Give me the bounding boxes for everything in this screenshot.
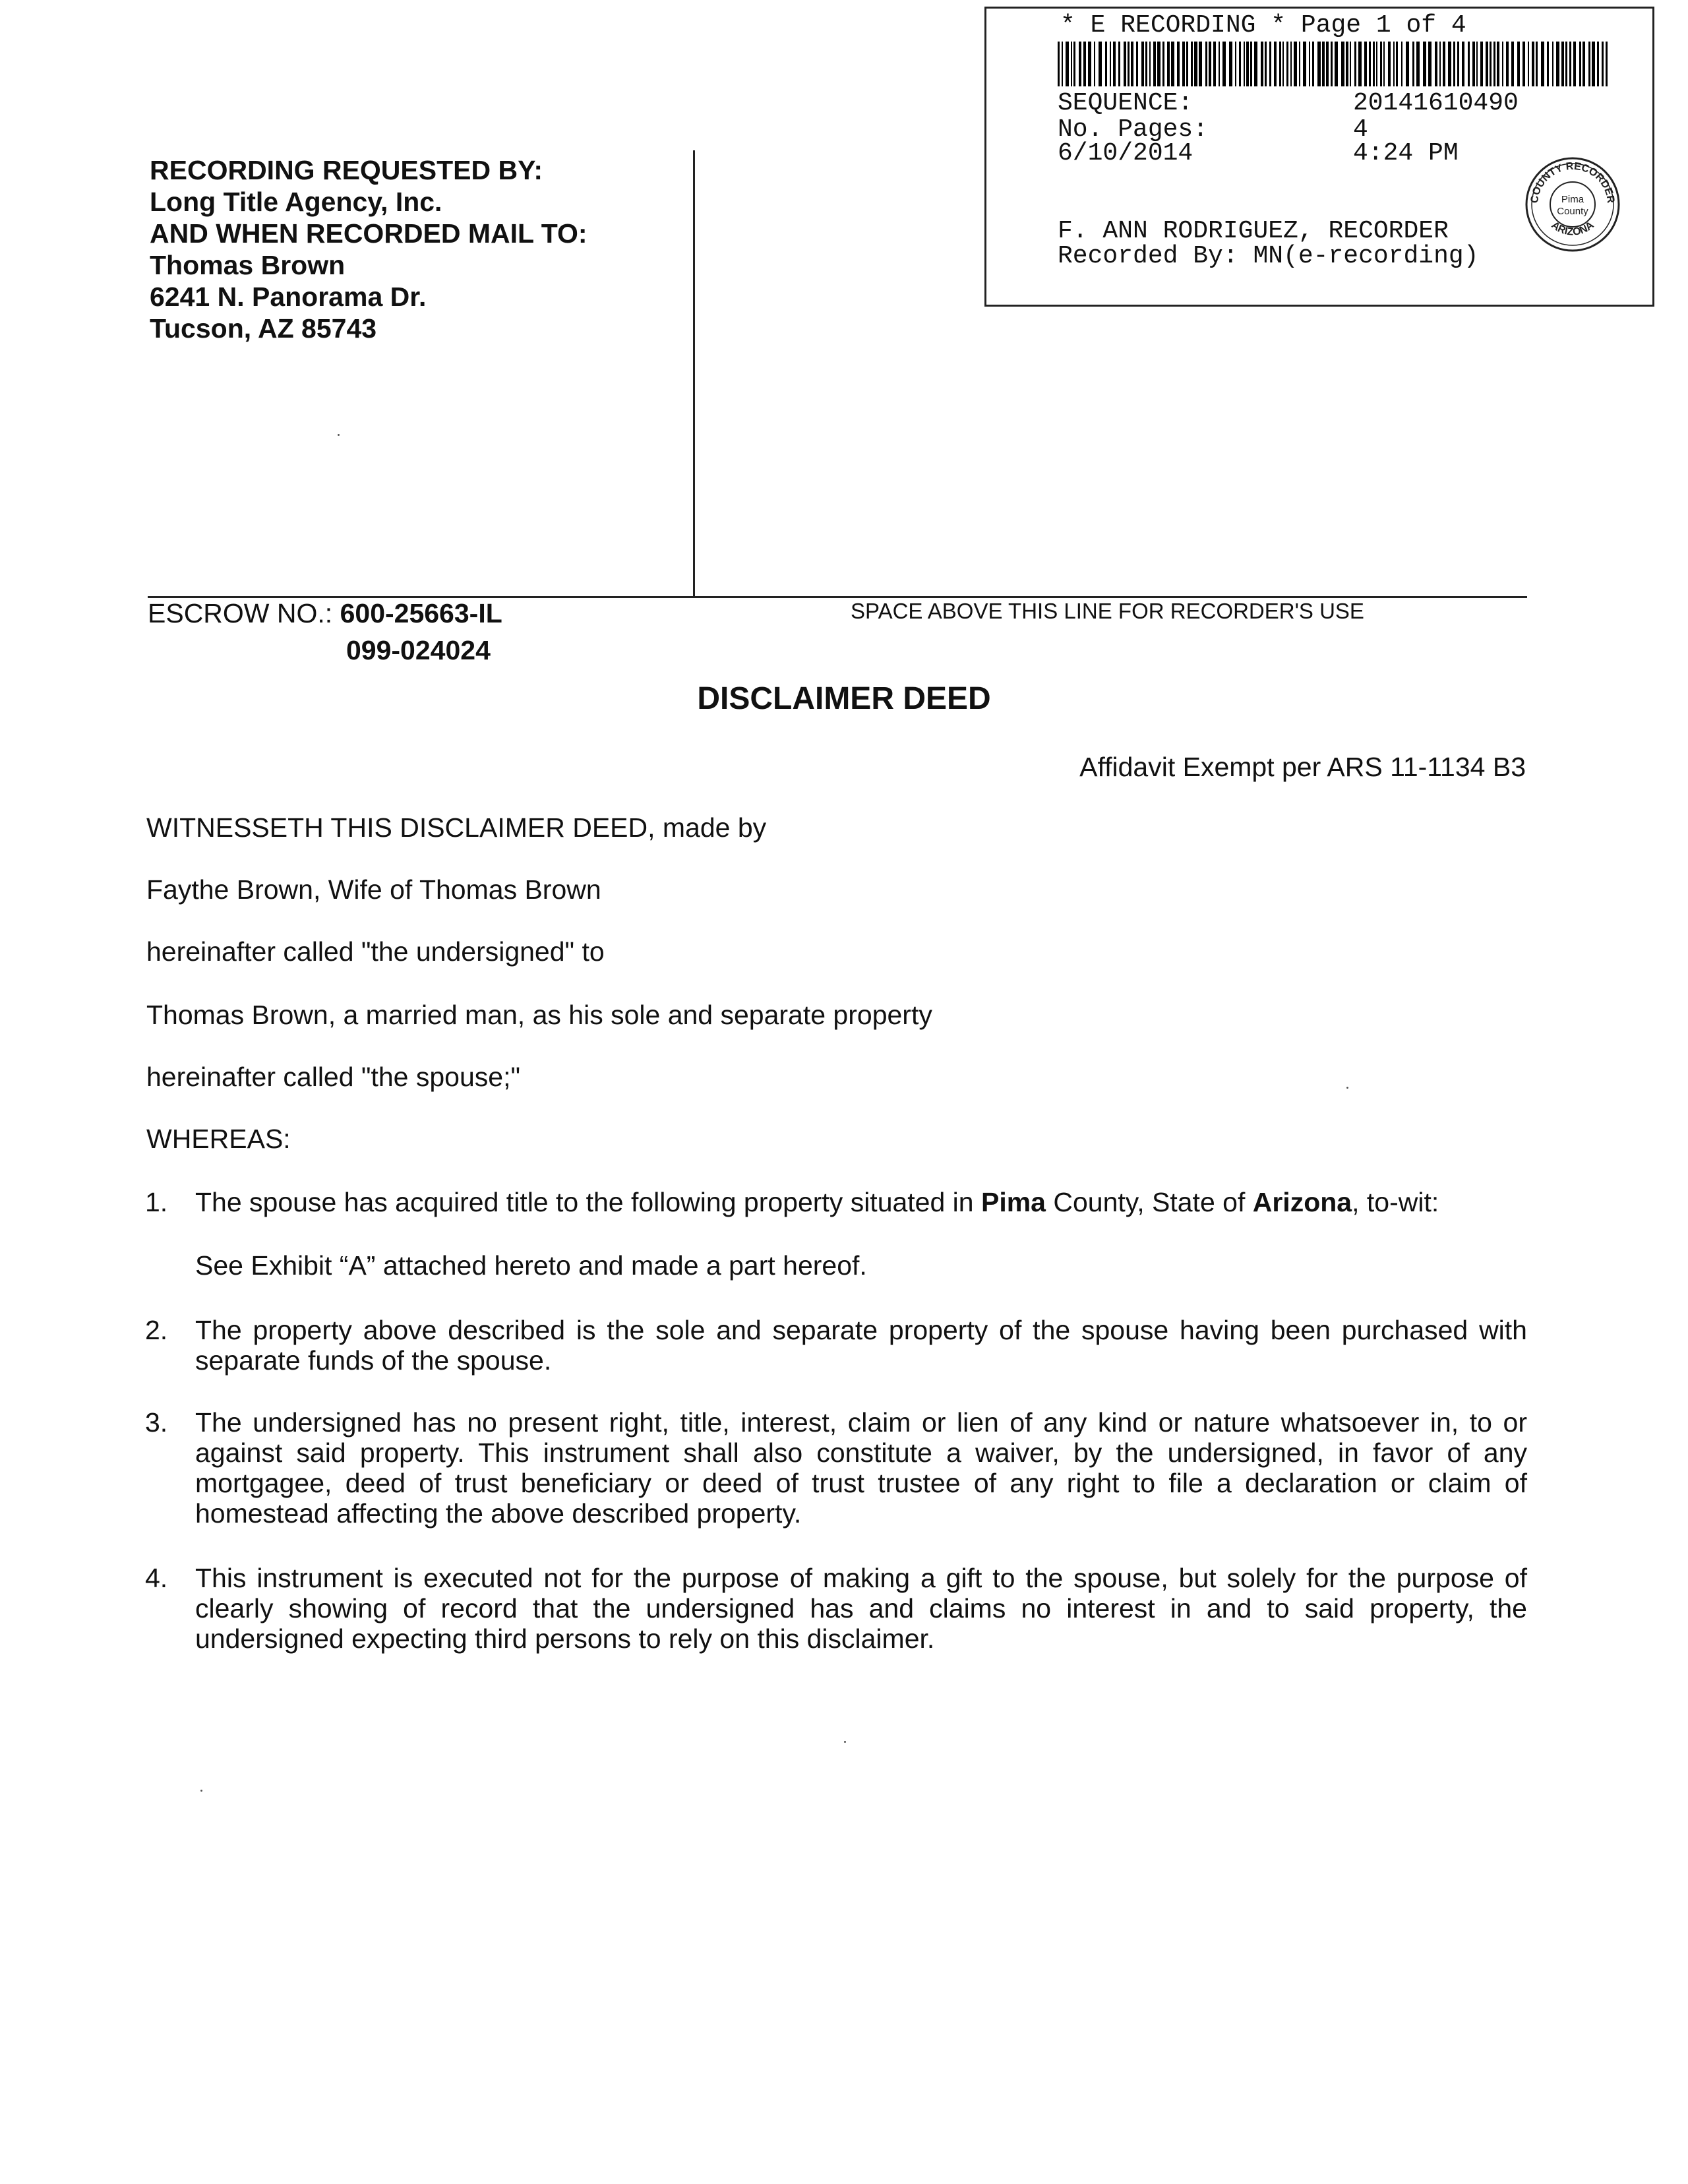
barcode-bar <box>1209 42 1211 86</box>
barcode-bar <box>1113 42 1116 86</box>
barcode-bar <box>1341 42 1344 86</box>
barcode-bar <box>1136 42 1138 86</box>
escrow-block <box>148 597 502 629</box>
barcode-bar <box>1364 42 1367 86</box>
recorder-name: F. ANN RODRIGUEZ, RECORDER <box>1058 217 1449 245</box>
barcode-bar <box>1199 42 1202 86</box>
item-1-text-a: The spouse has acquired title to the following property situated in <box>195 1187 981 1217</box>
item-1-text-c: , to-wit: <box>1352 1187 1439 1217</box>
barcode-bar <box>1480 42 1483 86</box>
barcode-bar <box>1582 42 1585 86</box>
barcode-bar <box>1246 42 1249 86</box>
barcode-bar <box>1303 42 1306 86</box>
barcode-bar <box>1383 42 1385 86</box>
barcode-bar <box>1099 42 1102 86</box>
barcode-bar <box>1066 42 1069 86</box>
recorded-by: Recorded By: MN(e-recording) <box>1058 242 1479 270</box>
barcode-bar <box>1380 42 1382 86</box>
barcode-bar <box>1493 42 1495 86</box>
barcode-bar <box>1476 42 1478 86</box>
barcode-bar <box>1448 42 1451 86</box>
barcode-bar <box>1269 42 1271 86</box>
barcode-bar <box>1331 42 1333 86</box>
barcode-bar <box>1194 42 1197 86</box>
barcode-bar <box>1556 42 1559 86</box>
barcode-bar <box>1294 42 1297 86</box>
barcode-bar <box>1528 42 1529 86</box>
barcode-bar <box>1497 42 1499 86</box>
barcode-bar <box>1606 42 1608 86</box>
item-1-number: 1. <box>145 1187 168 1217</box>
barcode-bar <box>1532 42 1534 86</box>
barcode-bar <box>1502 42 1503 86</box>
vertical-divider <box>693 150 695 596</box>
barcode-bar <box>1286 42 1288 86</box>
barcode-bar <box>1536 42 1538 86</box>
mail-to-street: 6241 N. Panorama Dr. <box>150 282 427 312</box>
barcode-bar <box>1547 42 1549 86</box>
escrow-number-2: 099-024024 <box>346 635 491 665</box>
barcode-bar <box>1118 42 1120 86</box>
record-date: 6/10/2014 <box>1058 139 1193 167</box>
scan-speck <box>200 1790 202 1792</box>
pages-value: 4 <box>1353 115 1368 144</box>
seal-center-text-2: County <box>1557 206 1588 217</box>
requested-by: Long Title Agency, Inc. <box>150 187 442 217</box>
requested-by-label: RECORDING REQUESTED BY: <box>150 155 543 185</box>
barcode-bar <box>1322 42 1325 86</box>
barcode-bar <box>1290 42 1292 86</box>
mail-to-label: AND WHEN RECORDED MAIL TO: <box>150 218 588 249</box>
barcode-bar <box>1565 42 1567 86</box>
barcode-bar <box>1350 42 1351 86</box>
scan-speck <box>338 434 340 436</box>
spouse-line: hereinafter called "the spouse;" <box>146 1062 521 1092</box>
barcode-bar <box>1177 42 1180 86</box>
barcode-bar <box>1250 42 1252 86</box>
sequence-value: 20141610490 <box>1353 89 1519 117</box>
barcode-bar <box>1468 42 1470 86</box>
recorder-use-note: SPACE ABOVE THIS LINE FOR RECORDER'S USE <box>851 599 1364 623</box>
barcode-bar <box>1406 42 1409 86</box>
mail-to-name: Thomas Brown <box>150 250 346 280</box>
barcode-bar <box>1191 42 1193 86</box>
barcode-bar <box>1416 42 1420 86</box>
barcode-bar <box>1254 42 1257 86</box>
barcode-bar <box>1282 42 1284 86</box>
barcode-bar <box>1186 42 1188 86</box>
barcode-bar <box>1541 42 1544 86</box>
grantor-line: Faythe Brown, Wife of Thomas Brown <box>146 874 601 905</box>
stamp-header: * E RECORDING * Page 1 of 4 <box>1060 11 1466 40</box>
barcode-bar <box>1279 42 1281 86</box>
barcode-bar <box>1346 42 1348 86</box>
grantee-line: Thomas Brown, a married man, as his sole and separate property <box>146 1000 932 1030</box>
barcode-bar <box>1083 42 1086 86</box>
item-4-text: This instrument is executed not for the purpose of making a gift to the spouse, but solely for the purpose of clearly showing of record that the undersigned has and claims no interest in and to said property, the undersigned expecting third persons to rely on this disclaimer. <box>195 1563 1527 1654</box>
barcode-bar <box>1274 42 1277 86</box>
barcode <box>1058 42 1613 86</box>
barcode-bar <box>1486 42 1488 86</box>
barcode-bar <box>1171 42 1174 86</box>
scan-speck <box>1346 1087 1348 1089</box>
barcode-bar <box>1131 42 1133 86</box>
barcode-bar <box>1335 42 1338 86</box>
whereas-line: WHEREAS: <box>146 1124 291 1154</box>
item-1-text <box>195 1187 1527 1217</box>
barcode-bar <box>1162 42 1164 86</box>
barcode-bar <box>1490 42 1492 86</box>
barcode-bar <box>1358 42 1362 86</box>
barcode-bar <box>1561 42 1564 86</box>
barcode-bar <box>1393 42 1395 86</box>
barcode-bar <box>1071 42 1072 86</box>
seal-bottom-text: ARIZONA <box>1549 219 1596 238</box>
barcode-bar <box>1511 42 1514 86</box>
barcode-bar <box>1522 42 1525 86</box>
recorder-stamp <box>984 7 1654 307</box>
barcode-bar <box>1105 42 1107 86</box>
barcode-bar <box>1205 42 1207 86</box>
item-1-state: Arizona <box>1252 1187 1352 1217</box>
barcode-bar <box>1149 42 1151 86</box>
barcode-bar <box>1213 42 1216 86</box>
barcode-bar <box>1401 42 1402 86</box>
item-2-number: 2. <box>145 1315 168 1345</box>
barcode-bar <box>1428 42 1432 86</box>
barcode-bar <box>1124 42 1126 86</box>
sequence-label: SEQUENCE: <box>1058 89 1193 117</box>
barcode-bar <box>1079 42 1081 86</box>
seal-top-text: COUNTY RECORDER <box>1528 160 1617 204</box>
escrow-label: ESCROW NO.: <box>148 598 333 628</box>
barcode-bar <box>1435 42 1437 86</box>
barcode-bar <box>1317 42 1321 86</box>
barcode-bar <box>1592 42 1595 86</box>
barcode-bar <box>1388 42 1391 86</box>
barcode-bar <box>1128 42 1130 86</box>
barcode-bar <box>1597 42 1599 86</box>
pages-label: No. Pages: <box>1058 115 1209 144</box>
seal-center-text-1: Pima <box>1561 194 1584 205</box>
barcode-bar <box>1141 42 1144 86</box>
barcode-bar <box>1354 42 1356 86</box>
barcode-bar <box>1396 42 1398 86</box>
barcode-bar <box>1145 42 1147 86</box>
barcode-bar <box>1073 42 1075 86</box>
barcode-bar <box>1058 42 1060 86</box>
svg-text:ARIZONA <box>1549 220 1596 238</box>
item-1-exhibit: See Exhibit “A” attached hereto and made a part hereof. <box>195 1250 867 1281</box>
barcode-bar <box>1309 42 1310 86</box>
barcode-bar <box>1235 42 1236 86</box>
county-seal-icon <box>1523 155 1622 254</box>
barcode-bar <box>1579 42 1581 86</box>
barcode-bar <box>1094 42 1095 86</box>
recording-block <box>150 154 588 344</box>
barcode-bar <box>1588 42 1590 86</box>
barcode-bar <box>1472 42 1475 86</box>
item-3-text: The undersigned has no present right, title, interest, claim or lien of any kind or nature whatsoever in, to or against said property. This instrument shall also constitute a waiver, by the undersigned, in favor of any mortgagee, deed of trust beneficiary or deed of trust trustee of any right to file a declaration or claim of homestead affecting the above described property. <box>195 1407 1527 1529</box>
item-1-text-b: County, State of <box>1045 1187 1253 1217</box>
barcode-bar <box>1423 42 1426 86</box>
item-4-number: 4. <box>145 1563 168 1593</box>
barcode-bar <box>1229 42 1232 86</box>
barcode-bar <box>1462 42 1464 86</box>
barcode-bar <box>1506 42 1509 86</box>
barcode-bar <box>1157 42 1160 86</box>
barcode-bar <box>1376 42 1377 86</box>
barcode-bar <box>1369 42 1371 86</box>
barcode-bar <box>1453 42 1455 86</box>
barcode-bar <box>1517 42 1520 86</box>
barcode-bar <box>1299 42 1300 86</box>
barcode-bar <box>1182 42 1185 86</box>
barcode-bar <box>1088 42 1091 86</box>
barcode-bar <box>1573 42 1576 86</box>
escrow-number: 600-25663-IL <box>340 598 502 628</box>
record-time: 4:24 PM <box>1353 139 1459 167</box>
barcode-bar <box>1261 42 1263 86</box>
barcode-bar <box>1552 42 1553 86</box>
scan-speck <box>844 1741 846 1743</box>
barcode-bar <box>1167 42 1170 86</box>
barcode-bar <box>1569 42 1571 86</box>
affidavit-note: Affidavit Exempt per ARS 11-1134 B3 <box>1079 752 1526 782</box>
barcode-bar <box>1265 42 1267 86</box>
barcode-bar <box>1439 42 1441 86</box>
barcode-bar <box>1239 42 1241 86</box>
barcode-bar <box>1219 42 1220 86</box>
barcode-bar <box>1312 42 1314 86</box>
barcode-bar <box>1326 42 1329 86</box>
item-3-number: 3. <box>145 1407 168 1438</box>
barcode-bar <box>1110 42 1111 86</box>
barcode-bar <box>1602 42 1604 86</box>
witnesseth-line: WITNESSETH THIS DISCLAIMER DEED, made by <box>146 812 767 843</box>
document-title: DISCLAIMER DEED <box>697 681 991 716</box>
barcode-bar <box>1443 42 1445 86</box>
barcode-bar <box>1244 42 1245 86</box>
item-2-text: The property above described is the sole and separate property of the spouse having been purchased with separate funds of the spouse. <box>195 1315 1527 1376</box>
barcode-bar <box>1062 42 1063 86</box>
undersigned-line: hereinafter called "the undersigned" to <box>146 936 605 967</box>
mail-to-city: Tucson, AZ 85743 <box>150 313 377 344</box>
barcode-bar <box>1457 42 1459 86</box>
item-1-county: Pima <box>980 1187 1046 1217</box>
barcode-bar <box>1373 42 1375 86</box>
barcode-bar <box>1153 42 1156 86</box>
barcode-bar <box>1222 42 1226 86</box>
barcode-bar <box>1412 42 1414 86</box>
